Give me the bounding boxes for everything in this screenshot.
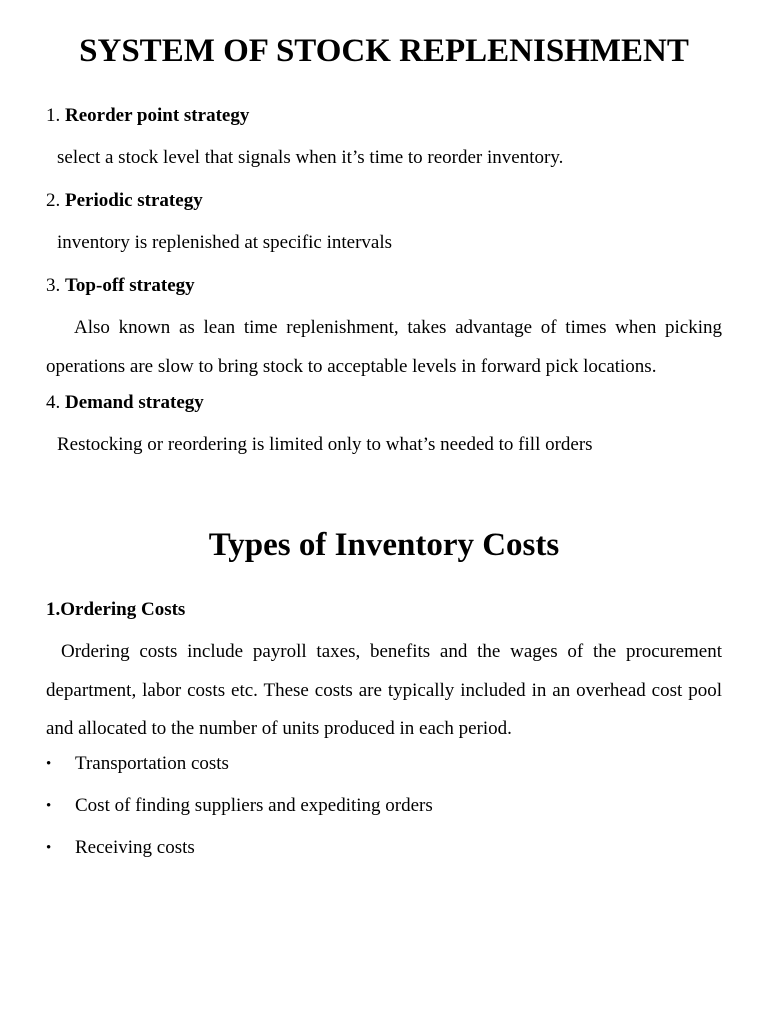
strategy-heading-3 — [46, 275, 722, 297]
strategy-description-4: Restocking or reordering is limited only to what’s needed to fill orders — [57, 434, 593, 455]
section-paragraph: Ordering costs include payroll taxes, benefits and the wages of the procurement department, labor costs etc. These costs are typically included in an overhead cost pool and allocated to the number of units produced in each period. — [46, 641, 722, 739]
strategy-description-3: Also known as lean time replenishment, takes advantage of times when picking operations are slow to bring stock to acceptable levels in forward pick locations. — [46, 317, 722, 377]
strategy-number: 4. — [46, 392, 65, 413]
list-item — [46, 753, 722, 775]
list-item-text: Transportation costs — [75, 752, 229, 774]
strategy-number: 2. — [46, 190, 65, 211]
bullet-icon: • — [46, 797, 52, 814]
strategy-heading-2 — [46, 190, 722, 212]
bullet-icon: • — [46, 839, 52, 856]
bullet-icon: • — [46, 755, 52, 772]
page-title: SYSTEM OF STOCK REPLENISHMENT — [79, 33, 689, 69]
strategy-heading-4 — [46, 392, 722, 414]
list-item — [46, 795, 722, 817]
section-subheading: 1.Ordering Costs — [46, 599, 186, 620]
section-title: Types of Inventory Costs — [208, 527, 560, 563]
strategy-number: 3. — [46, 275, 65, 296]
strategy-title: Reorder point strategy — [65, 105, 250, 126]
cost-bullet-list — [46, 753, 722, 859]
strategy-title: Top-off strategy — [65, 275, 195, 296]
document-page — [46, 30, 722, 879]
list-item-text: Receiving costs — [75, 836, 195, 858]
strategy-title: Periodic strategy — [65, 190, 203, 211]
list-item — [46, 837, 722, 859]
strategy-description-1: select a stock level that signals when it’s time to reorder inventory. — [57, 147, 564, 168]
strategy-description-2: inventory is replenished at specific intervals — [57, 232, 393, 253]
strategy-list — [46, 105, 722, 456]
list-item-text: Cost of finding suppliers and expediting orders — [75, 794, 433, 816]
strategy-heading-1 — [46, 105, 722, 127]
strategy-number: 1. — [46, 105, 65, 126]
strategy-title: Demand strategy — [65, 392, 204, 413]
